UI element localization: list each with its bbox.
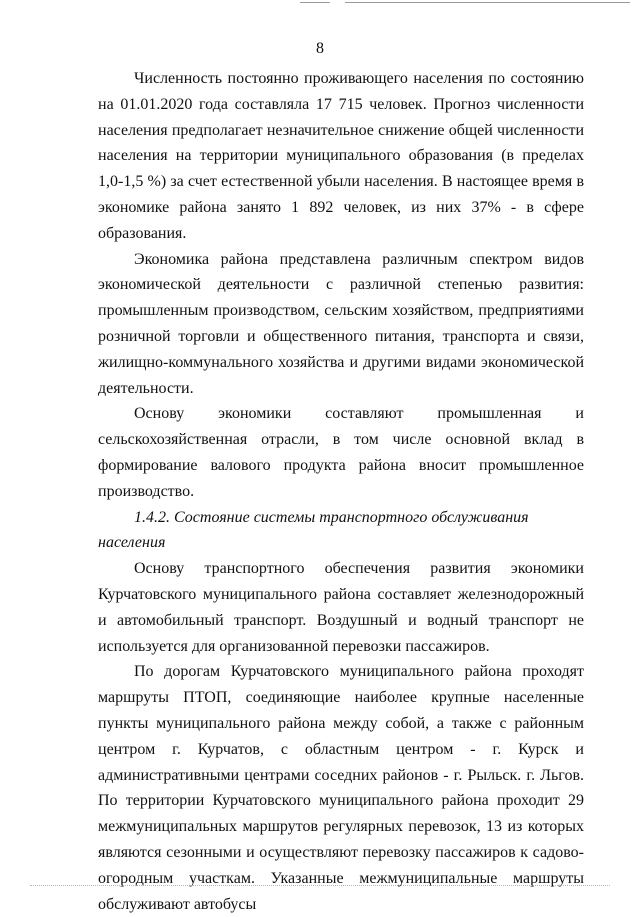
scan-artifact-line <box>30 885 610 887</box>
page-number: 8 <box>316 40 324 57</box>
scan-artifact-line <box>300 2 330 3</box>
scan-artifact-line <box>345 2 630 3</box>
paragraph-routes: По дорогам Курчатовского муниципального района проходят маршруты ПТОП, соединяющие наиболее крупные населенные пункты муниципального района между собой, а также с районным центром г. Курчатов, с областным центром - г. Курск и административными центрами соседних районов - г. Рыльск. г. Льгов. По территории Курчатовского муниципального района проходит 29 межмуниципальных маршрутов регулярных перевозок, 13 из которых являются сезонными и осуществляют перевозку пассажиров к садово-огородным участкам. Указанные межмуниципальные маршруты обслуживают автобусы <box>98 663 584 913</box>
paragraph-population: Численность постоянно проживающего населения по состоянию на 01.01.2020 года составляла 17 715 человек. Прогноз численности населения предполагает незначительное снижение общей численности населения на территории муниципального образования (в пределах 1,0-1,5 %) за счет естественной убыли населения. В настоящее время в экономике района занято 1 892 человек, из них 37% - в сфере образования. <box>98 70 584 242</box>
document-body <box>98 66 584 917</box>
paragraph-economy-basis: Основу экономики составляют промышленная и сельскохозяйственная отрасли, в том числе основной вклад в формирование валового продукта района вносит промышленное производство. <box>98 405 584 500</box>
paragraph-economy-structure: Экономика района представлена различным спектром видов экономической деятельности с различной степенью развития: промышленным производством, сельским хозяйством, предприятиями розничной торговли и общественного питания, транспорта и связи, жилищно-коммунального хозяйства и другими видами экономической деятельности. <box>98 250 584 397</box>
section-heading: 1.4.2. Состояние системы транспортного обслуживания населения <box>98 508 529 552</box>
paragraph-transport-basis: Основу транспортного обеспечения развития экономики Курчатовского муниципального района составляет железнодорожный и автомобильный транспорт. Воздушный и водный транспорт не используется для организованной перевозки пассажиров. <box>98 560 584 655</box>
